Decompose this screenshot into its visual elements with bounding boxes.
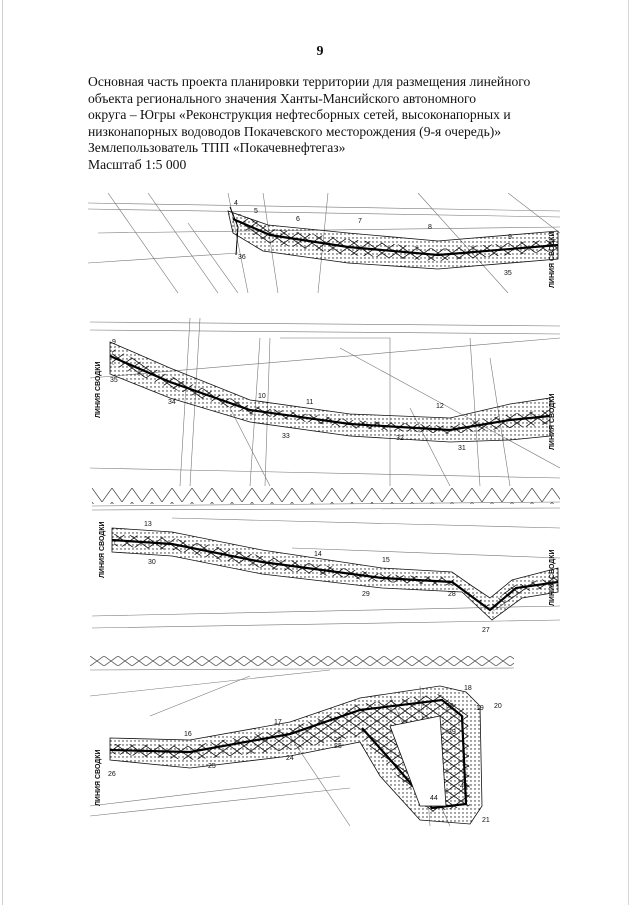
- point-label: 29: [362, 591, 370, 598]
- point-label: 43: [460, 783, 468, 790]
- point-label: 20: [494, 703, 502, 710]
- scale-label: Масштаб 1:5 000: [88, 156, 187, 172]
- point-label: 17: [274, 719, 282, 726]
- point-label: 13: [144, 521, 152, 528]
- point-label: 10: [258, 393, 266, 400]
- point-label: 32: [396, 435, 404, 442]
- point-label: 36: [238, 254, 246, 261]
- scan-edge-right: [628, 0, 629, 905]
- match-line-label: ЛИНИЯ СВОДКИ: [99, 521, 106, 578]
- point-label: 25: [208, 763, 216, 770]
- match-line-label: ЛИНИЯ СВОДКИ: [549, 549, 556, 606]
- point-label: 11: [306, 399, 314, 406]
- match-line-label: ЛИНИЯ СВОДКИ: [95, 361, 102, 418]
- point-label: 22: [334, 737, 342, 744]
- scan-edge-left: [2, 0, 3, 905]
- point-label: 30: [148, 559, 156, 566]
- point-label: 6: [296, 216, 300, 223]
- point-label: 9: [112, 339, 116, 346]
- point-label: 24: [286, 755, 294, 762]
- point-label: 28: [448, 591, 456, 598]
- point-label: 31: [458, 445, 466, 452]
- point-label: 16: [184, 731, 192, 738]
- point-label: 23: [334, 743, 342, 750]
- match-line-label: ЛИНИЯ СВОДКИ: [549, 393, 556, 450]
- header-line-2: объекта регионального значения Ханты-Мансийского автономного: [88, 90, 477, 106]
- point-label: 18: [464, 685, 472, 692]
- point-label: 21: [482, 817, 490, 824]
- document-header: [88, 74, 558, 174]
- page-number: 9: [316, 44, 324, 59]
- map-sheet-3: [92, 488, 560, 636]
- point-label: 26: [108, 771, 116, 778]
- point-label: 44: [430, 795, 438, 802]
- point-label: 5: [254, 208, 258, 215]
- point-label: 35: [504, 270, 512, 277]
- match-line-label: ЛИНИЯ СВОДКИ: [549, 231, 556, 288]
- point-label: 33: [282, 433, 290, 440]
- header-line-3: округа – Югры «Реконструкция нефтесборных сетей, высоконапорных и: [88, 107, 511, 123]
- header-line-5: Землепользователь ТПП «Покачевнефтегаз»: [88, 140, 346, 156]
- point-label: 19: [476, 705, 484, 712]
- map-sheet-2: [90, 318, 560, 486]
- point-label: 12: [436, 403, 444, 410]
- match-line-label: ЛИНИЯ СВОДКИ: [95, 749, 102, 806]
- point-label: 27: [482, 627, 490, 634]
- point-label: 34: [168, 399, 176, 406]
- point-label: 35: [110, 377, 118, 384]
- point-label: 9: [508, 234, 512, 241]
- point-label: 39: [448, 729, 456, 736]
- point-label: 8: [428, 224, 432, 231]
- map-sheet-4: [90, 656, 514, 828]
- header-line-4: низконапорных водоводов Покачевского месторождения (9-я очередь)»: [88, 123, 502, 139]
- point-label: 4: [234, 200, 238, 207]
- point-label: 14: [314, 551, 322, 558]
- map-sheet-1: [88, 193, 560, 293]
- point-label: 15: [382, 557, 390, 564]
- header-line-1: Основная часть проекта планировки территории для размещения линейного: [88, 74, 531, 89]
- point-label: 7: [358, 218, 362, 225]
- point-label: 38: [446, 703, 454, 710]
